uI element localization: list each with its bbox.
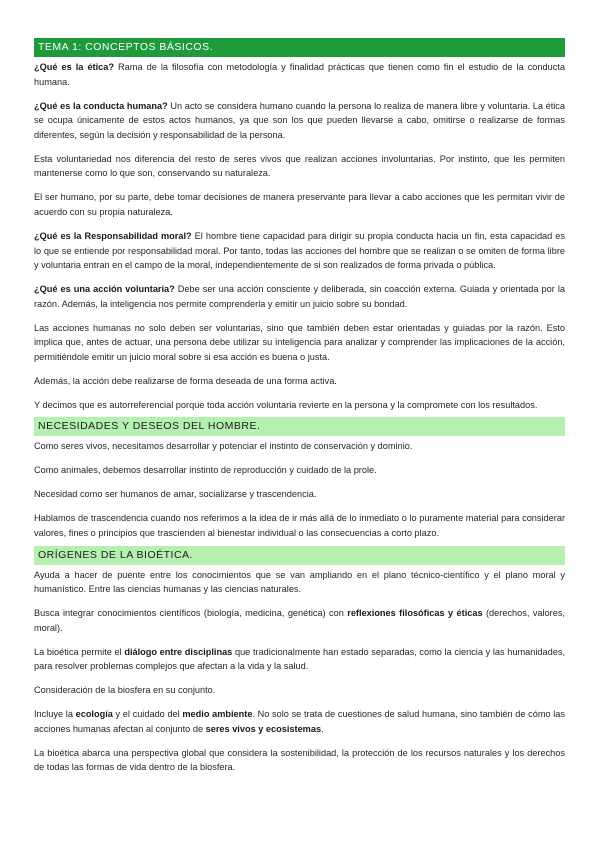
bold-term: reflexiones filosóficas y éticas	[347, 608, 483, 619]
paragraph: Incluye la ecología y el cuidado del medio ambiente. No solo se trata de cuestiones de salud humana, sino también de cómo las acciones humanas afectan al conjunto de seres vivos y ecosistemas.	[34, 709, 565, 734]
section-heading: TEMA 1: CONCEPTOS BÁSICOS.	[34, 38, 565, 57]
paragraph: Consideración de la biosfera en su conjunto.	[34, 685, 216, 696]
bold-term: medio ambiente	[182, 709, 253, 720]
paragraph: Como animales, debemos desarrollar instinto de reproducción y cuidado de la prole.	[34, 465, 377, 476]
paragraph: ¿Qué es una acción voluntaria? Debe ser una acción consciente y deliberada, sin coacción externa. Guiada y orientada por la razón. Además, la inteligencia nos permite comprenderla y emitir un juicio sobre su bondad.	[34, 284, 565, 309]
document-body	[34, 38, 565, 784]
bold-term: ecología	[75, 709, 113, 720]
bold-question: ¿Qué es la ética?	[34, 62, 115, 72]
section-heading: ORÍGENES DE LA BIOÉTICA.	[34, 546, 565, 565]
paragraph: Como seres vivos, necesitamos desarrollar y potenciar el instinto de conservación y dominio.	[34, 441, 413, 452]
bold-question: ¿Qué es la Responsabilidad moral?	[34, 230, 192, 241]
paragraph: Además, la acción debe realizarse de forma deseada de una forma activa.	[34, 375, 337, 386]
bold-question: ¿Qué es una acción voluntaria?	[34, 284, 175, 295]
paragraph: ¿Qué es la conducta humana? Un acto se considera humano cuando la persona lo realiza de manera libre y voluntaria. La ética se ocupa únicamente de estos actos humanos, ya que son los que pueden llevarse a cabo, omitirse o realizarse de formas diferentes, según la decisión y responsabilidad de la persona.	[34, 100, 566, 140]
paragraph: Necesidad como ser humanos de amar, socializarse y trascendencia.	[34, 489, 317, 500]
bold-term: diálogo entre disciplinas	[124, 646, 233, 657]
bold-term: seres vivos y ecosistemas	[205, 723, 322, 734]
paragraph: Y decimos que es autorreferencial porque toda acción voluntaria revierte en la persona y la compromete con los resultados.	[34, 399, 538, 410]
paragraph: ¿Qué es la Responsabilidad moral? El hombre tiene capacidad para dirigir su propia conducta hacia un fin, esta capacidad es lo que se entiende por responsabilidad moral. Por tanto, todas las acciones del hombre que se realizan o se omiten de forma libre y voluntaria entran en el campo de la moral, independientemente de si son realizados de forma privada o pública.	[34, 230, 566, 271]
paragraph: La bioética permite el diálogo entre disciplinas que tradicionalmente han estado separadas, como la ciencia y las humanidades, para resolver problemas complejos que afectan a la vida y la salud.	[34, 646, 565, 672]
paragraph: ¿Qué es la ética? Rama de la filosofía con metodología y finalidad prácticas que tienen como fin el estudio de la conducta humana.	[34, 62, 566, 87]
paragraph: Las acciones humanas no solo deben ser voluntarias, sino que también deben estar orientadas y guiadas por la razón. Esto implica que, antes de actuar, una persona debe utilizar su inteligencia para analizar y comprender las implicaciones de la acción, permitiéndole emitir un juicio moral sobre si esa acción es buena o justa.	[34, 322, 565, 362]
section-heading: NECESIDADES Y DESEOS DEL HOMBRE.	[34, 417, 565, 436]
paragraph: El ser humano, por su parte, debe tomar decisiones de manera preservante para llevar a cabo acciones que les permitan vivir de acuerdo con su propia naturaleza.	[34, 192, 565, 217]
paragraph: Hablamos de trascendencia cuando nos referimos a la idea de ir más allá de lo inmediato o lo puramente material para considerar valores, fines o principios que trascienden al bienestar individual o las consecuencias a corto plazo.	[34, 513, 565, 538]
bold-question: ¿Qué es la conducta humana?	[34, 100, 168, 111]
paragraph: Ayuda a hacer de puente entre los conocimientos que se van ampliando en el plano técnico-científico y el plano moral y humanístico. Entre las ciencias humanas y las ciencias naturales.	[34, 569, 565, 595]
paragraph: La bioética abarca una perspectiva global que considera la sostenibilidad, la protección de los recursos naturales y los derechos de todas las formas de vida dentro de la biosfera.	[34, 747, 565, 773]
paragraph: Busca integrar conocimientos científicos (biología, medicina, genética) con reflexiones filosóficas y éticas (derechos, valores, moral).	[34, 608, 565, 633]
paragraph: Esta voluntariedad nos diferencia del resto de seres vivos que realizan acciones involuntarias. Por instinto, que les permiten mantenerse como lo que son, conservando su naturaleza.	[34, 153, 565, 179]
